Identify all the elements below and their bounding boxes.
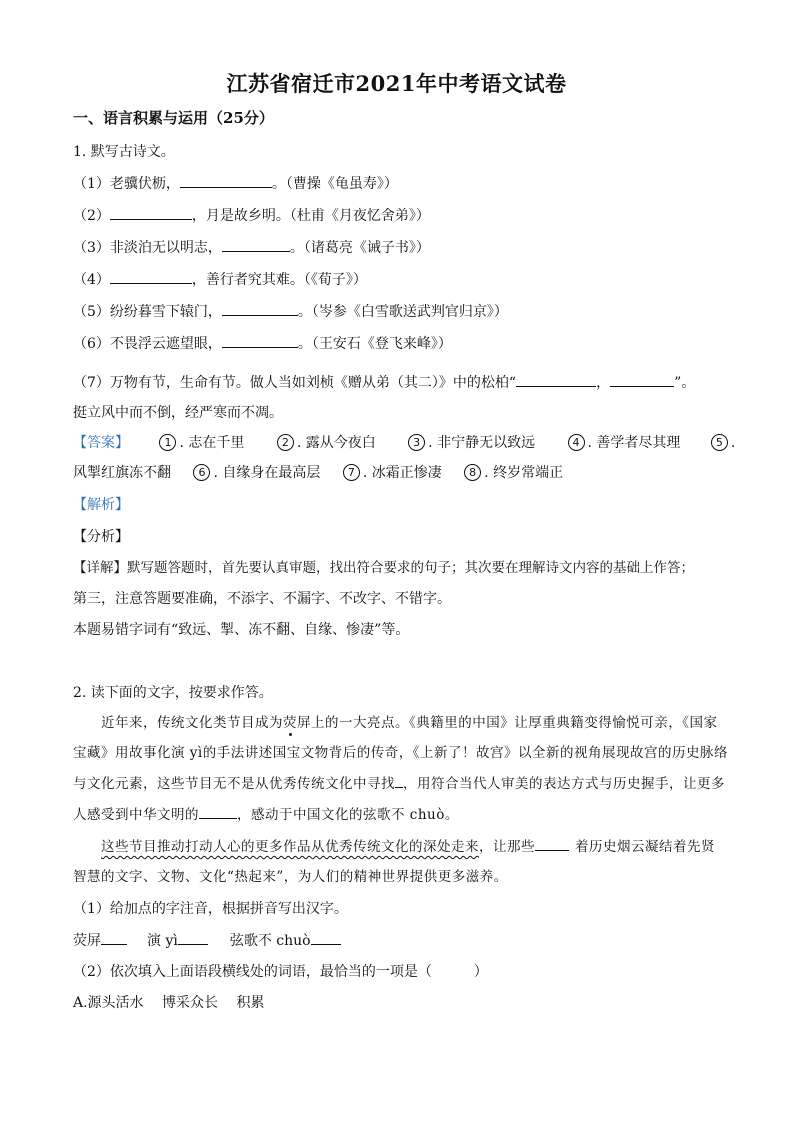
circled-number: 4	[568, 434, 585, 451]
sub-question-1-words	[73, 930, 341, 951]
detail-line-1: 【详解】默写题答题时，首先要认真审题，找出符合要求的句子；其次要在理解诗文内容的基础上作答；	[73, 560, 694, 576]
q1-item-1	[73, 173, 398, 194]
answer-blank[interactable]	[395, 773, 403, 788]
answer-item	[343, 463, 442, 483]
q1-item-2-post: ，月是故乡明。（杜甫《月夜忆舍弟》）	[191, 208, 430, 224]
q1-item-4-pre: （4）	[73, 272, 110, 288]
sub-question-1: （1）给加点的字注音，根据拼音写出汉字。	[73, 901, 348, 917]
circled-number: 1	[159, 434, 176, 451]
answer-line-1	[73, 433, 736, 453]
answer-blank[interactable]	[535, 836, 569, 851]
passage-text: 着历史烟云凝结着先贤	[575, 839, 715, 855]
circled-number: 6	[193, 464, 210, 481]
fenxi-label: 【分析】	[73, 529, 129, 545]
circled-number: 2	[277, 434, 294, 451]
q1-item-7-end: ”。	[674, 375, 696, 391]
answer-item	[568, 433, 681, 453]
answer-text: .	[730, 435, 736, 451]
page-title: 江苏省宿迁市2021年中考语文试卷	[226, 71, 567, 96]
q1-item-4-post: ，善行者究其难。（《荀子》）	[191, 272, 367, 288]
passage-line-4	[73, 804, 459, 825]
answer-blank[interactable]	[610, 372, 674, 387]
answer-text: 风掣红旗冻不翻	[73, 465, 171, 481]
answer-blank[interactable]	[199, 804, 237, 819]
option-a[interactable]: A.源头活水 博采众长 积累	[73, 995, 265, 1011]
q1-item-5-post: 。（岑参《白雪歌送武判官归京》）	[297, 304, 508, 320]
detail-line-3: 本题易错字词有“致远、掣、冻不翻、自缘、惨凄”等。	[73, 622, 410, 638]
answer-item	[464, 463, 563, 483]
answer-blank[interactable]	[311, 930, 341, 945]
answer-blank[interactable]	[178, 930, 208, 945]
section-heading: 一、语言积累与运用（25分）	[73, 109, 274, 127]
dotted-char: 荧	[283, 715, 297, 731]
answer-text: . 露从今夜白	[296, 435, 376, 451]
answer-text: . 非宁静无以致远	[428, 435, 536, 451]
passage-text: ，让那些	[479, 839, 535, 855]
q1-item-7-continued: 挺立风中而不倒，经严寒而不凋。	[73, 405, 283, 421]
passage-text: 人感受到中华文明的	[73, 807, 199, 823]
question-1-stem: 1. 默写古诗文。	[73, 144, 175, 160]
q1-item-6-pre: （6）不畏浮云遮望眼，	[73, 336, 222, 352]
passage-line-5	[101, 836, 715, 857]
word-yingping: 荧屏	[73, 933, 101, 949]
answer-blank[interactable]	[222, 237, 290, 252]
answer-blank[interactable]	[101, 930, 127, 945]
passage-text: 屏上的一大亮点。《典籍里的中国》让厚重典籍变得愉悦可亲，《国家	[297, 715, 718, 731]
answer-item	[159, 433, 244, 453]
answer-blank[interactable]	[110, 269, 192, 284]
q1-item-4	[73, 269, 367, 290]
circled-number: 7	[343, 464, 360, 481]
circled-number: 3	[408, 434, 425, 451]
wavy-underlined-sentence: 这些节目推动打动人心的更多作品从优秀传统文化的深处走来	[101, 839, 479, 855]
q1-item-7-text: （7）万物有节，生命有节。做人当如刘桢《赠从弟（其二）》中的松柏“	[73, 375, 517, 391]
word-xiangebuchuo: 弦歌不 chuò	[229, 933, 311, 949]
answer-text: . 善学者尽其理	[587, 435, 681, 451]
q1-item-1-post: 。（曹操《龟虽寿》）	[271, 176, 398, 192]
circled-number: 5	[711, 434, 728, 451]
answer-label: 【答案】	[73, 435, 129, 451]
passage-line-1	[101, 713, 718, 733]
passage-line-2: 宝藏》用故事化演 yì的手法讲述国宝文物背后的传奇，《上新了！故宫》以全新的视角展现故宫的历史脉络	[73, 745, 728, 761]
answer-text: . 终岁常端正	[484, 465, 564, 481]
q1-item-3	[73, 237, 430, 258]
q1-item-7-comma: ，	[596, 375, 611, 391]
q1-item-5-pre: （5）纷纷暮雪下辕门，	[73, 304, 222, 320]
answer-item	[711, 435, 735, 451]
answer-item	[277, 433, 376, 453]
answer-item	[408, 433, 535, 453]
sub-question-2: （2）依次填入上面语段横线处的词语，最恰当的一项是（ ）	[73, 964, 488, 980]
q1-item-7	[73, 372, 695, 393]
q1-item-3-pre: （3）非淡泊无以明志，	[73, 240, 222, 256]
answer-text: . 自缘身在最高层	[213, 465, 321, 481]
passage-text: ，用符合当代人审美的表达方式与历史握手，让更多	[403, 776, 725, 792]
answer-blank[interactable]	[516, 372, 596, 387]
passage-line-3	[73, 773, 725, 794]
q1-item-6-post: 。（王安石《登飞来峰》）	[297, 336, 452, 352]
answer-blank[interactable]	[110, 205, 192, 220]
q1-item-2-pre: （2）	[73, 208, 110, 224]
analysis-label: 【解析】	[73, 497, 129, 513]
question-2-stem: 2. 读下面的文字，按要求作答。	[73, 685, 273, 701]
q1-item-2	[73, 205, 430, 226]
passage-line-6: 智慧的文字、文物、文化“热起来”，为人们的精神世界提供更多滋养。	[73, 869, 508, 885]
answer-blank[interactable]	[222, 301, 298, 316]
passage-text: 与文化元素，这些节目无不是从优秀传统文化中寻找	[73, 776, 395, 792]
q1-item-1-pre: （1）老骥伏枥，	[73, 176, 180, 192]
answer-blank[interactable]	[222, 333, 298, 348]
answer-text: . 志在千里	[179, 435, 245, 451]
answer-line-2	[73, 463, 591, 483]
passage-text: ，感动于中国文化的弦歌不 chuò。	[237, 807, 459, 823]
answer-blank[interactable]	[180, 173, 272, 188]
q1-item-5	[73, 301, 508, 322]
detail-line-2: 第三，注意答题要准确，不添字、不漏字、不改字、不错字。	[73, 591, 451, 607]
q1-item-6	[73, 333, 452, 354]
word-yanyi: 演 yì	[147, 933, 178, 949]
q1-item-3-post: 。（诸葛亮《诫子书》）	[289, 240, 430, 256]
answer-item	[193, 463, 320, 483]
circled-number: 8	[464, 464, 481, 481]
answer-text: . 冰霜正惨凄	[362, 465, 442, 481]
passage-text: 近年来，传统文化类节目成为	[101, 715, 283, 731]
